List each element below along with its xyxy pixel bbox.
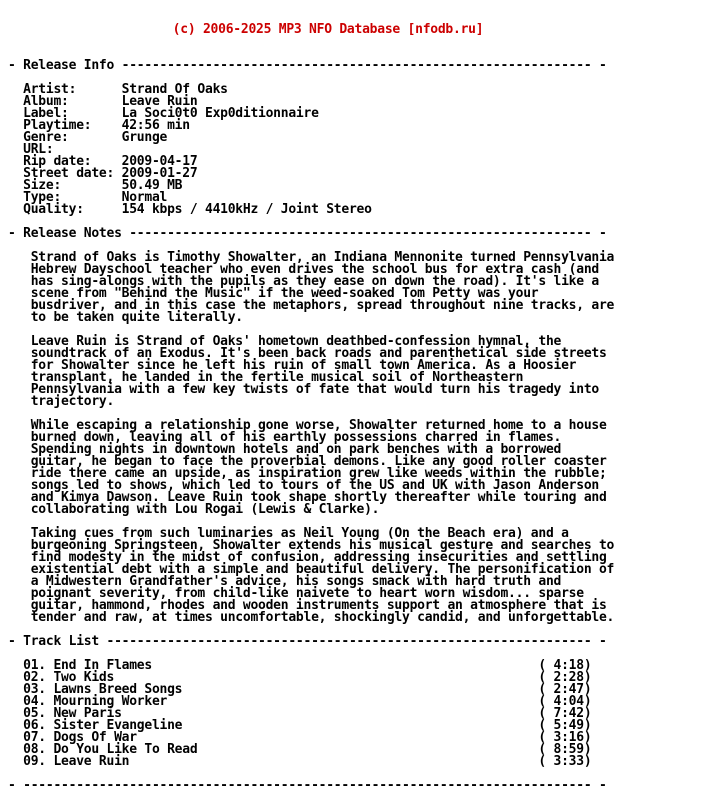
- nfo-line: Artist: Strand Of Oaks: [8, 82, 228, 97]
- nfo-line: Street date: 2009-01-27: [8, 166, 198, 181]
- copyright-header: [8, 24, 648, 36]
- nfo-line: - Release Notes ------------------------------------------------------------- -: [8, 226, 607, 241]
- nfo-line: songs led to shows, which led to tours of the US and UK with Jason Anderson: [8, 478, 599, 493]
- nfo-line: and Kimya Dawson. Leave Ruin took shape shortly thereafter while touring and: [8, 490, 607, 505]
- nfo-line: for Showalter since he left his ruin of small town America. As a Hoosier: [8, 358, 577, 373]
- nfo-line: Size: 50.49 MB: [8, 178, 183, 193]
- nfo-line: Leave Ruin is Strand of Oaks' hometown deathbed-confession hymnal, the: [8, 334, 562, 349]
- nfo-document: [8, 0, 648, 804]
- nfo-line: burgeoning Springsteen, Showalter extends his musical gesture and searches to: [8, 538, 615, 553]
- nfo-line: trajectory.: [8, 394, 115, 409]
- nfo-line: a Midwestern Grandfather's advice, his songs smack with hard truth and: [8, 574, 562, 589]
- nfo-line: Spending nights in downtown hotels and on park benches with a borrowed: [8, 442, 562, 457]
- nfo-line: - --------------------------------------------------------------------------- -: [8, 778, 607, 793]
- nfo-line: Label: La Soci0t0 Exp0ditionnaire: [8, 106, 319, 121]
- nfo-line: 08. Do You Like To Read ( 8:59): [8, 742, 592, 757]
- nfo-line: 05. New Paris ( 7:42): [8, 706, 592, 721]
- nfo-line: 04. Mourning Worker ( 4:04): [8, 694, 592, 709]
- nfo-line: ride there came an upside, as inspiration grew like weeds within the rubble;: [8, 466, 607, 481]
- nfo-line: poignant severity, from child-like naivete to heart worn wisdom... sparse: [8, 586, 584, 601]
- nfodb-link[interactable]: (c) 2006-2025 MP3 NFO Database [nfodb.ru]: [172, 22, 484, 37]
- nfo-line: Type: Normal: [8, 190, 168, 205]
- nfo-line: Quality: 154 kbps / 4410kHz / Joint Stereo: [8, 202, 372, 217]
- nfo-line: busdriver, and in this case the metaphors, spread throughout nine tracks, are: [8, 298, 615, 313]
- nfo-line: URL:: [8, 142, 54, 157]
- nfo-line: existential debt with a simple and beautiful delivery. The personification of: [8, 562, 615, 577]
- nfo-line: has sing-alongs with the pupils as they ease on down the road). It's like a: [8, 274, 599, 289]
- nfo-line: 03. Lawns Breed Songs ( 2:47): [8, 682, 592, 697]
- nfo-line: find modesty in the midst of confusion, addressing insecurities and settling: [8, 550, 607, 565]
- nfo-line: While escaping a relationship gone worse, Showalter returned home to a house: [8, 418, 607, 433]
- nfo-line: Playtime: 42:56 min: [8, 118, 190, 133]
- nfo-body: [8, 60, 648, 792]
- nfo-line: 07. Dogs Of War ( 3:16): [8, 730, 592, 745]
- nfo-line: Rip date: 2009-04-17: [8, 154, 198, 169]
- nfo-line: 06. Sister Evangeline ( 5:49): [8, 718, 592, 733]
- nfo-line: Genre: Grunge: [8, 130, 168, 145]
- nfo-line: to be taken quite literally.: [8, 310, 243, 325]
- nfo-line: - Track List ---------------------------------------------------------------- -: [8, 634, 607, 649]
- nfo-line: guitar, he began to face the proverbial demons. Like any good roller coaster: [8, 454, 607, 469]
- nfo-line: 09. Leave Ruin ( 3:33): [8, 754, 592, 769]
- nfo-line: guitar, hammond, rhodes and wooden instruments support an atmosphere that is: [8, 598, 607, 613]
- nfo-line: scene from "Behind the Music" if the weed-soaked Tom Petty was your: [8, 286, 539, 301]
- nfo-line: tender and raw, at times uncomfortable, shockingly candid, and unforgettable.: [8, 610, 615, 625]
- nfo-line: soundtrack of an Exodus. It's been back roads and parenthetical side streets: [8, 346, 607, 361]
- nfo-line: Album: Leave Ruin: [8, 94, 198, 109]
- nfo-line: Hebrew Dayschool teacher who even drives the school bus for extra cash (and: [8, 262, 599, 277]
- nfo-line: transplant, he landed in the fertile musical soil of Northeastern: [8, 370, 524, 385]
- nfo-line: 02. Two Kids ( 2:28): [8, 670, 592, 685]
- nfo-line: Strand of Oaks is Timothy Showalter, an Indiana Mennonite turned Pennsylvania: [8, 250, 615, 265]
- nfo-line: Pennsylvania with a few key twists of fate that would turn his tragedy into: [8, 382, 599, 397]
- nfo-line: 01. End In Flames ( 4:18): [8, 658, 592, 673]
- nfo-line: burned down, leaving all of his earthly possessions charred in flames.: [8, 430, 562, 445]
- nfo-line: - Release Info -------------------------------------------------------------- -: [8, 58, 607, 73]
- nfo-line: collaborating with Lou Rogai (Lewis & Clarke).: [8, 502, 380, 517]
- nfo-line: Taking cues from such luminaries as Neil Young (On the Beach era) and a: [8, 526, 569, 541]
